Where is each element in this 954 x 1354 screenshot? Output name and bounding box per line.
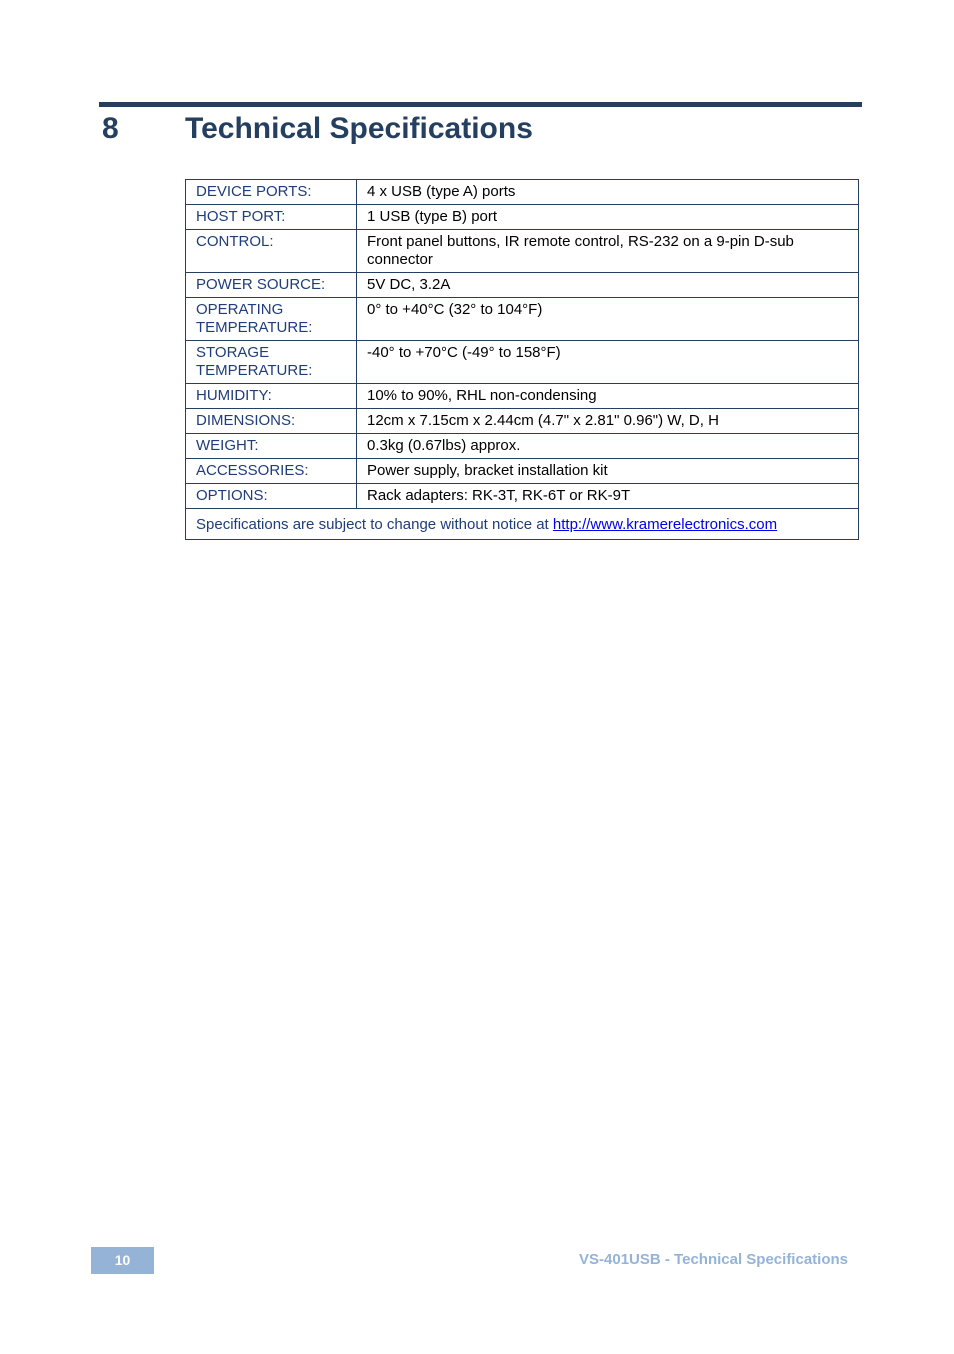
page-number-badge: 10 <box>91 1247 154 1274</box>
spec-value: 0.3kg (0.67lbs) approx. <box>357 434 859 459</box>
spec-label: DEVICE PORTS: <box>186 180 357 205</box>
spec-value: 10% to 90%, RHL non-condensing <box>357 384 859 409</box>
kramer-website-link[interactable]: http://www.kramerelectronics.com <box>552 516 778 533</box>
spec-label: ACCESSORIES: <box>186 459 357 484</box>
footer-title: VS-401USB - Technical Specifications <box>579 1251 848 1268</box>
table-row <box>186 298 859 341</box>
spec-value: Power supply, bracket installation kit <box>357 459 859 484</box>
spec-value: -40° to +70°C (-49° to 158°F) <box>357 341 859 384</box>
table-row <box>186 205 859 230</box>
note-text: Specifications are subject to change without notice at <box>196 516 553 533</box>
spec-label: DIMENSIONS: <box>186 409 357 434</box>
spec-value: Rack adapters: RK-3T, RK-6T or RK-9T <box>357 484 859 509</box>
table-row <box>186 434 859 459</box>
specifications-note <box>186 509 859 540</box>
table-row <box>186 180 859 205</box>
spec-label: HUMIDITY: <box>186 384 357 409</box>
spec-label: OPERATING TEMPERATURE: <box>186 298 357 341</box>
spec-value: 12cm x 7.15cm x 2.44cm (4.7" x 2.81" 0.96") W, D, H <box>357 409 859 434</box>
spec-label: STORAGE TEMPERATURE: <box>186 341 357 384</box>
spec-value: 1 USB (type B) port <box>357 205 859 230</box>
specifications-table <box>185 179 859 540</box>
table-row <box>186 409 859 434</box>
spec-label: WEIGHT: <box>186 434 357 459</box>
section-title: Technical Specifications <box>185 112 533 145</box>
spec-value: Front panel buttons, IR remote control, RS-232 on a 9-pin D-sub connector <box>357 230 859 273</box>
spec-label: OPTIONS: <box>186 484 357 509</box>
spec-label: CONTROL: <box>186 230 357 273</box>
spec-label: POWER SOURCE: <box>186 273 357 298</box>
table-note-row <box>186 509 859 540</box>
spec-value: 0° to +40°C (32° to 104°F) <box>357 298 859 341</box>
section-top-rule <box>99 102 862 107</box>
table-row <box>186 341 859 384</box>
spec-value: 5V DC, 3.2A <box>357 273 859 298</box>
table-row <box>186 484 859 509</box>
section-number: 8 <box>102 112 119 145</box>
spec-value: 4 x USB (type A) ports <box>357 180 859 205</box>
table-row <box>186 273 859 298</box>
table-row <box>186 384 859 409</box>
spec-label: HOST PORT: <box>186 205 357 230</box>
table-row <box>186 230 859 273</box>
table-row <box>186 459 859 484</box>
